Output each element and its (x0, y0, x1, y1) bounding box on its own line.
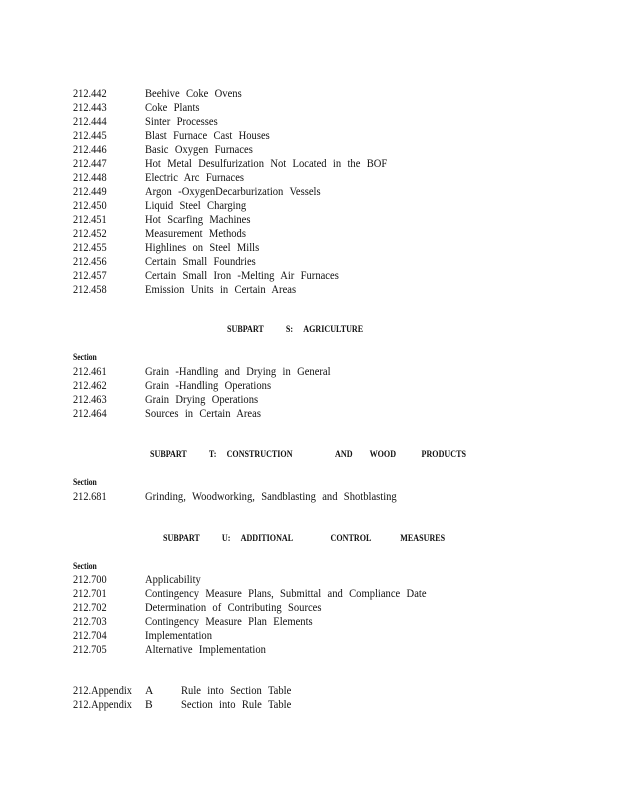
section-number: 212.463 (73, 394, 107, 406)
section-title: Sources in Certain Areas (145, 408, 261, 420)
section-label: Section (73, 352, 97, 362)
section-title: Alternative Implementation (145, 644, 266, 656)
section-number: 212.705 (73, 644, 107, 656)
section-title: Argon -OxygenDecarburization Vessels (145, 186, 321, 198)
section-title: Applicability (145, 574, 201, 586)
subpart-title: MEASURES (400, 534, 446, 544)
section-number: 212.703 (73, 616, 107, 628)
section-title: Emission Units in Certain Areas (145, 284, 297, 296)
section-title: Determination of Contributing Sources (145, 602, 322, 614)
subpart-s-heading (227, 325, 363, 335)
section-title: Measurement Methods (145, 228, 246, 240)
subpart-word: SUBPART (150, 450, 187, 460)
section-label: Section (73, 561, 97, 571)
appendix-title: Rule into Section Table (181, 685, 292, 697)
section-title: Sinter Processes (145, 116, 218, 128)
subpart-u-heading (163, 534, 445, 544)
section-number: 212.452 (73, 228, 107, 240)
section-number: 212.442 (73, 88, 107, 100)
section-title: Grain Drying Operations (145, 394, 259, 406)
section-number: 212.461 (73, 366, 107, 378)
section-number: 212.444 (73, 116, 107, 128)
subpart-title: ADDITIONAL (240, 534, 294, 544)
subpart-title: CONTROL (330, 534, 372, 544)
subpart-title: PRODUCTS (421, 450, 466, 460)
section-number: 212.448 (73, 172, 107, 184)
subpart-word: SUBPART (227, 325, 264, 335)
section-number: 212.456 (73, 256, 107, 268)
section-title: Liquid Steel Charging (145, 200, 247, 212)
section-title: Grain -Handling and Drying in General (145, 366, 331, 378)
section-number: 212.450 (73, 200, 107, 212)
section-title: Hot Scarfing Machines (145, 214, 251, 226)
subpart-title: AND (335, 450, 353, 460)
section-title: Electric Arc Furnaces (145, 172, 245, 184)
section-number: 212.700 (73, 574, 107, 586)
section-title: Basic Oxygen Furnaces (145, 144, 253, 156)
section-number: 212.462 (73, 380, 107, 392)
section-number: 212.445 (73, 130, 107, 142)
appendix-title: Section into Rule Table (181, 699, 292, 711)
section-number: 212.464 (73, 408, 107, 420)
subpart-letter: U: (221, 534, 231, 544)
subpart-title: WOOD (369, 450, 397, 460)
section-title: Hot Metal Desulfurization Not Located in the BOF (145, 158, 388, 170)
section-number: 212.458 (73, 284, 107, 296)
section-number: 212.449 (73, 186, 107, 198)
subpart-word: SUBPART (163, 534, 200, 544)
section-number: 212.702 (73, 602, 107, 614)
section-title: Highlines on Steel Mills (145, 242, 260, 254)
subpart-letter: T: (208, 450, 217, 460)
subpart-letter: S: (285, 325, 294, 335)
section-number: 212.457 (73, 270, 107, 282)
section-title: Beehive Coke Ovens (145, 88, 242, 100)
appendix-letter: B (145, 699, 153, 711)
subpart-title: AGRICULTURE (303, 325, 364, 335)
section-number: 212.455 (73, 242, 107, 254)
section-number: 212.451 (73, 214, 107, 226)
section-title: Contingency Measure Plans, Submittal and Compliance Date (145, 588, 427, 600)
section-title: Grain -Handling Operations (145, 380, 272, 392)
section-title: Certain Small Iron -Melting Air Furnaces (145, 270, 339, 282)
section-number: 212.704 (73, 630, 107, 642)
section-title: Contingency Measure Plan Elements (145, 616, 313, 628)
subpart-t-heading (150, 450, 466, 460)
section-title: Blast Furnace Cast Houses (145, 130, 270, 142)
section-number: 212.446 (73, 144, 107, 156)
section-title: Implementation (145, 630, 213, 642)
section-title: Certain Small Foundries (145, 256, 256, 268)
section-number: 212.701 (73, 588, 107, 600)
section-title: Grinding, Woodworking, Sandblasting and Shotblasting (145, 491, 397, 503)
appendix-letter: A (145, 685, 154, 697)
section-label: Section (73, 477, 97, 487)
section-number: 212.443 (73, 102, 107, 114)
appendix-number: 212.Appendix (73, 699, 132, 711)
subpart-title: CONSTRUCTION (226, 450, 293, 460)
appendix-number: 212.Appendix (73, 685, 132, 697)
section-title: Coke Plants (145, 102, 200, 114)
section-number: 212.447 (73, 158, 107, 170)
section-number: 212.681 (73, 491, 107, 503)
